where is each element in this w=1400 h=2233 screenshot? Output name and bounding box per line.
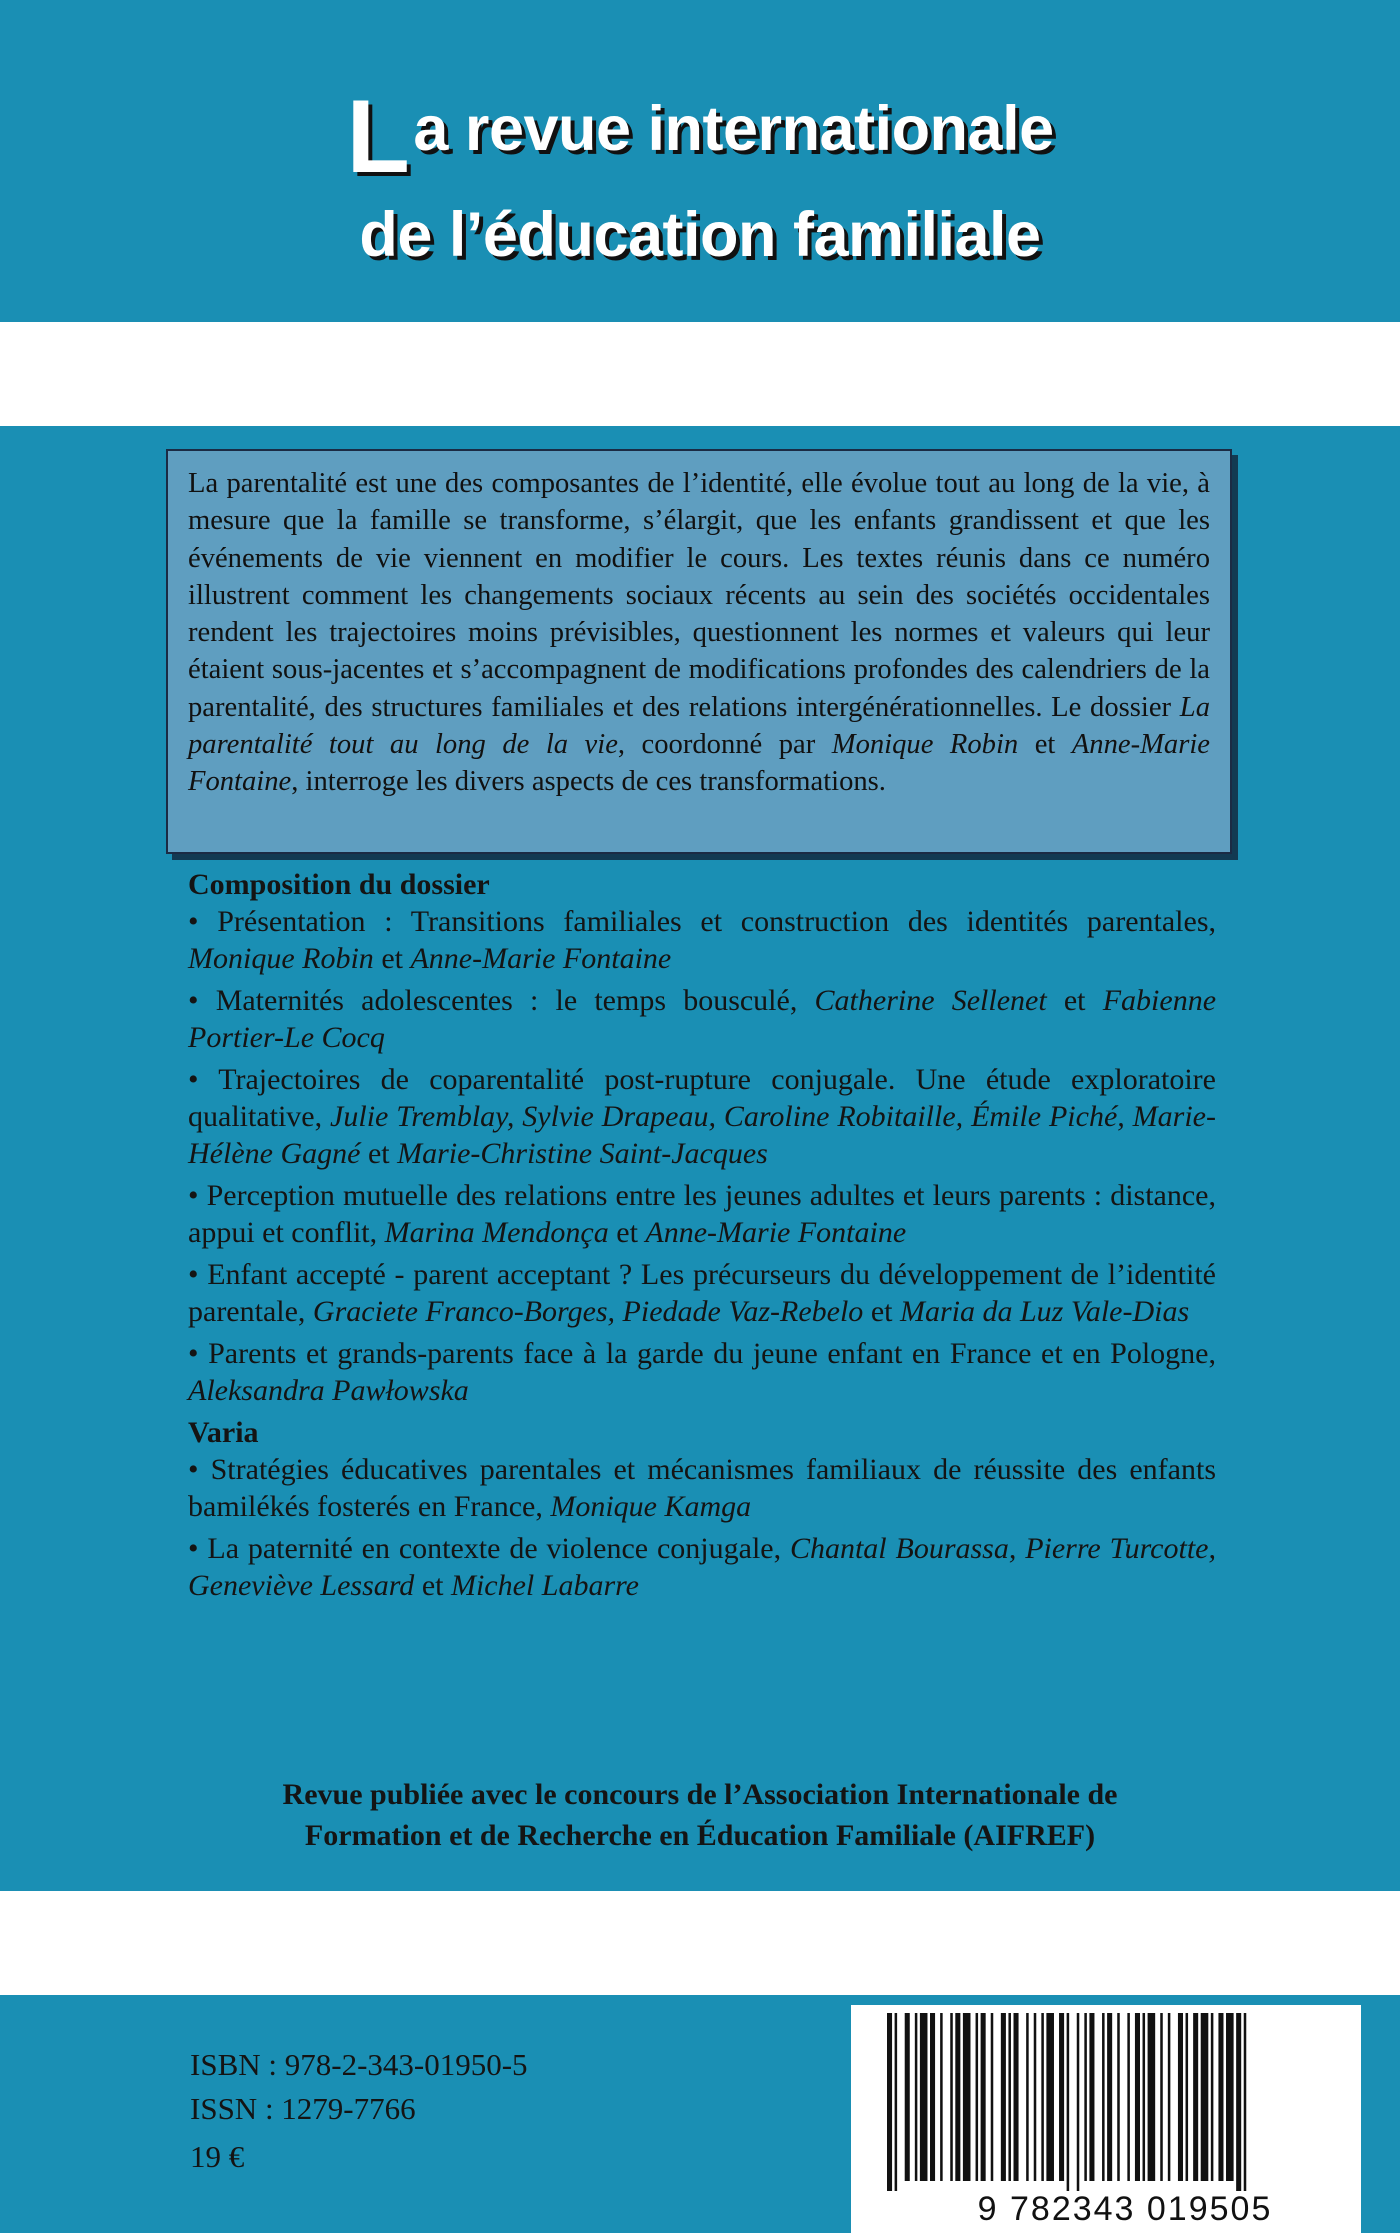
abstract-box <box>166 449 1232 854</box>
barcode-bar <box>1117 2013 1120 2181</box>
barcode-bar <box>981 2013 986 2181</box>
varia-heading: Varia <box>188 1416 259 1449</box>
dossier-item <box>188 1335 1216 1409</box>
barcode-bar <box>887 2013 892 2191</box>
dossier-item-sep: et <box>863 1295 900 1328</box>
dossier-item-authors: Monique Robin <box>188 942 374 975</box>
dossier-item-sep: et <box>360 1137 398 1170</box>
barcode-bar <box>1148 2013 1156 2181</box>
barcode-bar <box>905 2013 910 2181</box>
isbn: ISBN : 978-2-343-01950-5 <box>190 2047 528 2082</box>
abstract-text-1: La parentalité est une des composantes de l’identité, elle évolue tout au long de la vie, à mesure que la famille se transforme, s’élargit, que les enfants grandissent et que les événements de vie viennent en modifier le cours. Les textes réunis dans ce numéro illustrent comment les changements sociaux récents au sein des sociétés occidentales rendent les trajectoires moins prévisibles, questionnent les normes et valeurs qui leur étaient sous-jacentes et s’accompagnent de modifications profondes des calendriers de la parentalité, des structures familiales et des relations intergénérationnelles. Le dossier <box>188 468 1210 723</box>
dossier-title: La parentalité tout au long de la vie <box>188 691 1210 761</box>
dossier-item-authors2: Anne-Marie Fontaine <box>645 1216 907 1249</box>
barcode-bar <box>1143 2013 1146 2181</box>
barcode-bar <box>1244 2013 1247 2191</box>
barcode-bar <box>1201 2013 1209 2181</box>
dossier-item-text: • Perception mutuelle des relations entre les jeunes adultes et leurs parents : distance, appui et conflit, <box>188 1179 1216 1249</box>
dossier-item-authors2: Marie-Christine Saint-Jacques <box>397 1137 768 1170</box>
barcode-bar <box>1168 2013 1171 2181</box>
barcode-bar <box>1059 2013 1064 2181</box>
dossier-item <box>188 982 1216 1056</box>
dossier-item-sep: et <box>373 942 411 975</box>
varia-item-authors: Chantal Bourassa, Pierre Turcotte, Geneviève Lessard <box>188 1532 1216 1602</box>
varia-list <box>188 1451 1216 1604</box>
barcode-bar <box>1067 2013 1070 2191</box>
dossier-item <box>188 903 1216 977</box>
barcode-bar <box>1084 2013 1087 2181</box>
barcode-bar <box>1193 2013 1198 2181</box>
issn: ISSN : 1279-7766 <box>190 2091 416 2126</box>
barcode-bar <box>1089 2013 1094 2181</box>
barcode-bar <box>1077 2013 1080 2191</box>
barcode-bar <box>1186 2013 1189 2181</box>
barcode-bar <box>940 2013 943 2181</box>
dossier-item-text: • Trajectoires de coparentalité post-rupture conjugale. Une étude exploratoire qualitative, <box>188 1063 1216 1133</box>
dossier-item <box>188 1061 1216 1172</box>
coordinator-1: Monique Robin <box>831 729 1019 761</box>
barcode-bar <box>1001 2013 1006 2181</box>
varia-item <box>188 1530 1216 1604</box>
barcode-bar <box>1034 2013 1037 2181</box>
barcode-bar <box>1236 2013 1241 2191</box>
barcode-bar <box>1026 2013 1029 2181</box>
barcode-bar <box>1178 2013 1183 2181</box>
dossier-item-text: • Présentation : Transitions familiales et construction des identités parentales, <box>188 905 1216 938</box>
barcode-bar <box>1046 2013 1054 2181</box>
title-line-1-text: a revue internationale <box>413 94 1054 164</box>
barcode-bar <box>1127 2013 1130 2181</box>
journal-title-line-2: de l’éducation familiale <box>359 200 1041 270</box>
dossier-item-authors2: Fabienne Portier-Le Cocq <box>188 984 1217 1054</box>
dossier-item-authors: Graciete Franco-Borges, Piedade Vaz-Rebelo <box>312 1295 864 1328</box>
dossier-item-authors: Marina Mendonça <box>384 1216 609 1249</box>
varia-item-authors: Monique Kamga <box>550 1490 752 1523</box>
dossier-item-text: • Enfant accepté - parent acceptant ? Les précurseurs du développement de l’identité parentale, <box>188 1258 1216 1328</box>
barcode-bar <box>1135 2013 1140 2181</box>
barcode-bar <box>1107 2013 1112 2181</box>
dossier-item-sep: et <box>608 1216 646 1249</box>
dossier-item-authors: Aleksandra Pawłowska <box>188 1374 469 1407</box>
table-of-contents <box>188 866 1216 1609</box>
barcode-bar <box>895 2013 898 2191</box>
varia-item-text: • La paternité en contexte de violence conjugale, <box>188 1532 790 1565</box>
coordinator-2: Anne-Marie Fontaine <box>188 729 1210 798</box>
dossier-item-authors: Catherine Sellenet <box>814 984 1047 1017</box>
barcode-bar <box>976 2013 979 2181</box>
barcode <box>851 2005 1361 2233</box>
barcode-bar <box>950 2013 953 2181</box>
barcode-bar <box>1160 2013 1163 2181</box>
barcode-bar <box>1102 2013 1105 2181</box>
title-drop-cap: L <box>346 79 410 195</box>
barcode-bar <box>963 2013 971 2181</box>
barcode-bar <box>1218 2013 1223 2181</box>
journal-title-line-1 <box>0 79 1400 195</box>
abstract-text-3: et <box>1018 729 1072 761</box>
barcode-bar <box>1226 2013 1234 2181</box>
white-divider-bottom <box>0 1891 1400 1995</box>
dossier-item-text: • Parents et grands-parents face à la garde du jeune enfant en France et en Pologne, <box>188 1337 1216 1370</box>
varia-item <box>188 1451 1216 1525</box>
varia-item-authors2: Michel Labarre <box>450 1569 639 1602</box>
dossier-item-authors: Julie Tremblay, Sylvie Drapeau, Caroline Robitaille, Émile Piché, Marie-Hélène Gagné <box>188 1100 1216 1170</box>
publisher-note <box>160 1774 1240 1856</box>
publisher-note-line-2: Formation et de Recherche en Éducation Familiale (AIFREF) <box>304 1819 1096 1852</box>
dossier-item-sep: et <box>1046 984 1103 1017</box>
publisher-note-line-1: Revue publiée avec le concours de l’Association Internationale de <box>282 1778 1118 1811</box>
barcode-bar <box>930 2013 935 2181</box>
dossier-item-authors2: Anne-Marie Fontaine <box>410 942 672 975</box>
barcode-bar <box>920 2013 928 2181</box>
price: 19 € <box>190 2139 245 2174</box>
barcode-bar <box>1008 2013 1011 2181</box>
abstract-text-4: , interroge les divers aspects de ces transformations. <box>291 766 886 798</box>
barcode-digits: 9 782343 019505 <box>977 2190 1273 2228</box>
abstract-text-2: , coordonné par <box>617 729 832 761</box>
dossier-item <box>188 1256 1216 1330</box>
dossier-item-authors2: Maria da Luz Vale-Dias <box>899 1295 1190 1328</box>
barcode-bar <box>1211 2013 1214 2181</box>
barcode-bar <box>1041 2013 1044 2181</box>
dossier-item <box>188 1177 1216 1251</box>
varia-item-text: • Stratégies éducatives parentales et mécanismes familiaux de réussite des enfants bamilékés fosterés en France, <box>188 1453 1216 1523</box>
dossier-heading: Composition du dossier <box>188 868 490 901</box>
white-divider-top <box>0 322 1400 426</box>
barcode-graphic <box>851 2005 1361 2233</box>
barcode-bar <box>1014 2013 1019 2181</box>
dossier-list <box>188 903 1216 1409</box>
varia-item-sep: et <box>414 1569 451 1602</box>
barcode-bar <box>955 2013 960 2181</box>
dossier-item-text: • Maternités adolescentes : le temps bousculé, <box>188 984 815 1017</box>
barcode-bar <box>915 2013 918 2181</box>
barcode-bar <box>991 2013 994 2181</box>
